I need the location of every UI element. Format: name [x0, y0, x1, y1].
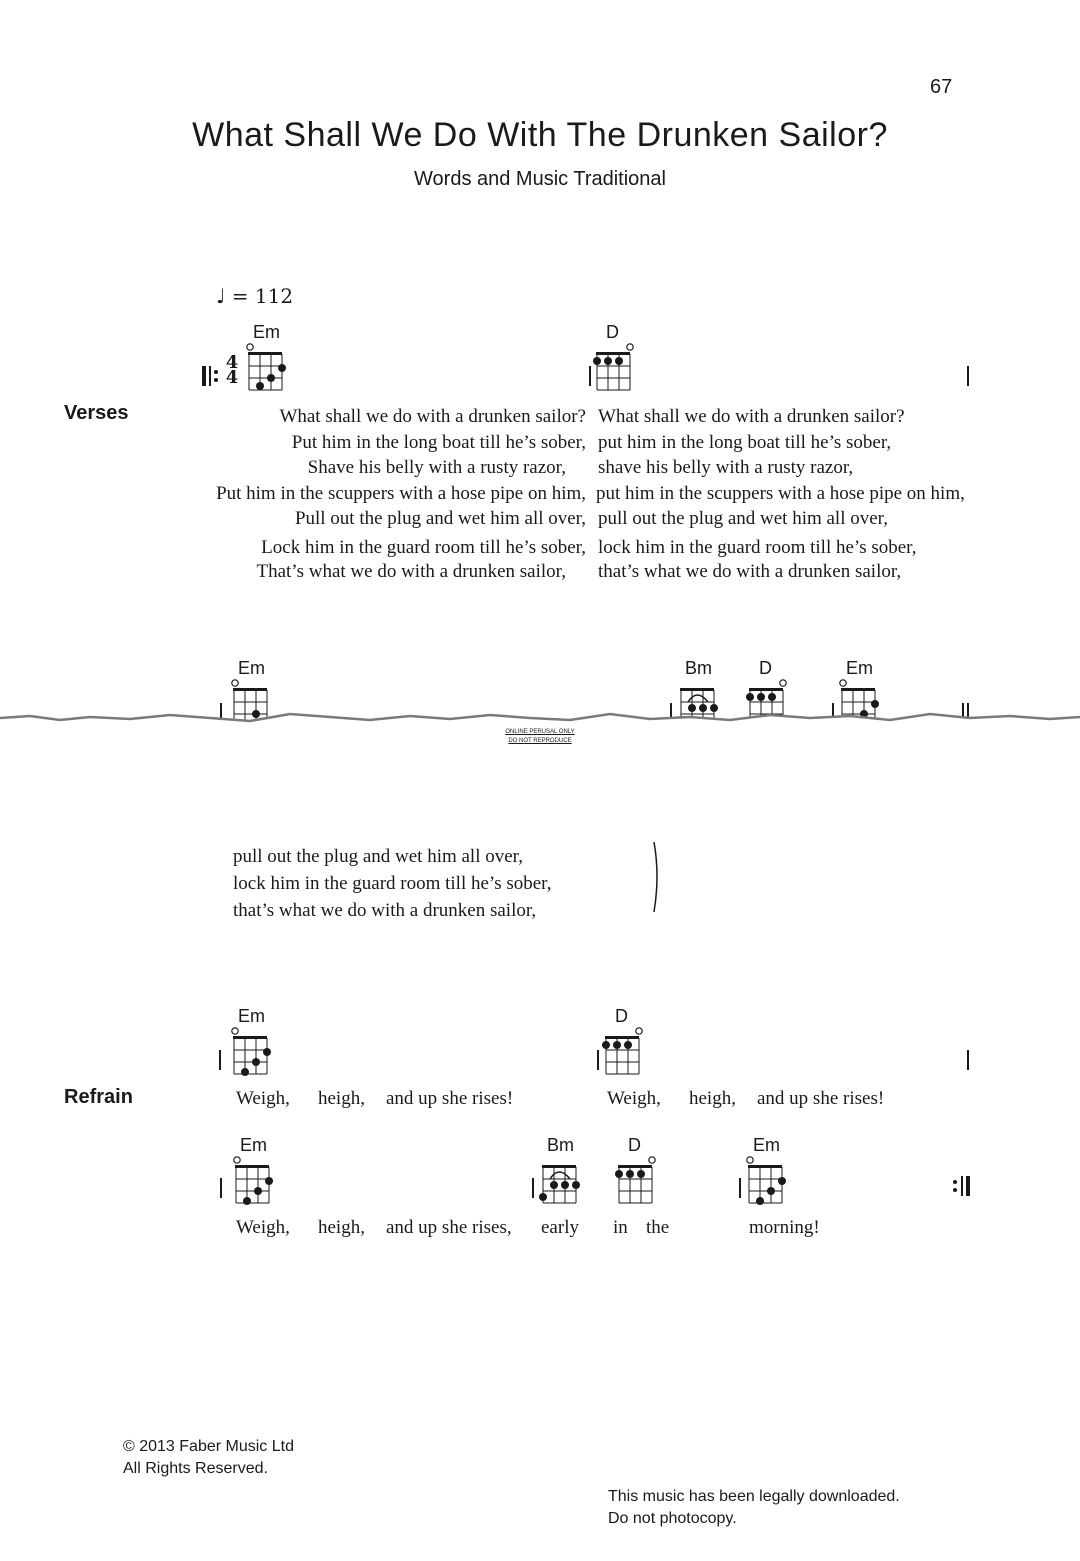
- refrain-word: the: [646, 1217, 670, 1238]
- chord-label-em: Em: [238, 658, 265, 678]
- verse-line: lock him in the guard room till he’s sober,: [598, 536, 917, 558]
- chord-label-d: D: [606, 322, 619, 342]
- verse-lyrics-continued: [233, 843, 552, 924]
- verse-line: put him in the long boat till he’s sober,: [598, 431, 892, 453]
- refrain-word: heigh,: [689, 1088, 736, 1109]
- verse-line: Put him in the long boat till he’s sober,: [291, 431, 586, 453]
- torn-paper-overlay: [0, 700, 1080, 820]
- barline: [220, 1178, 222, 1198]
- barline: [589, 366, 591, 386]
- verse-line: Shave his belly with a rusty razor,: [307, 457, 566, 479]
- refrain-word: and up she rises!: [757, 1088, 885, 1109]
- verse-line: Put him in the scuppers with a hose pipe on him,: [216, 482, 586, 504]
- refrain-word: heigh,: [318, 1088, 365, 1109]
- refrain-word: and up she rises!: [386, 1088, 514, 1109]
- verse-lyrics-left: [216, 404, 586, 584]
- refrain-word: and up she rises,: [386, 1217, 512, 1238]
- chord-diagram-d: [592, 342, 636, 394]
- refrain-word: heigh,: [318, 1217, 365, 1238]
- verse-lyrics-right: [598, 404, 965, 584]
- quarter-note-icon: ♩: [216, 284, 226, 308]
- chord-diagram-bm: [538, 1155, 582, 1207]
- chord-diagram-em: [229, 1026, 273, 1078]
- refrain-word: Weigh,: [236, 1217, 290, 1238]
- barline: [597, 1050, 599, 1070]
- copyright-block: [123, 1436, 294, 1480]
- verse-line: What shall we do with a drunken sailor?: [598, 406, 905, 427]
- chord-label-d: D: [759, 658, 772, 678]
- copyright-text: © 2013 Faber Music Ltd: [123, 1438, 294, 1455]
- song-title: What Shall We Do With The Drunken Sailor?: [192, 116, 888, 154]
- chord-label-em: Em: [753, 1135, 780, 1155]
- chord-label-em: Em: [846, 658, 873, 678]
- section-label-verses: Verses: [64, 402, 129, 424]
- refrain-word: Weigh,: [607, 1088, 661, 1109]
- verse-line: pull out the plug and wet him all over,: [233, 846, 523, 867]
- barline: [219, 1050, 221, 1070]
- refrain-word: early: [541, 1217, 579, 1238]
- chord-diagram-em: [231, 1155, 275, 1207]
- verse-line: that’s what we do with a drunken sailor,: [233, 900, 537, 921]
- verse-line: That’s what we do with a drunken sailor,: [256, 560, 566, 582]
- chord-label-bm: Bm: [685, 658, 712, 678]
- refrain-word: in: [613, 1217, 628, 1238]
- refrain-word: morning!: [749, 1217, 820, 1238]
- section-label-refrain: Refrain: [64, 1086, 133, 1108]
- perusal-notice: ONLINE PERUSAL ONLY DO NOT REPRODUCE: [505, 729, 575, 744]
- refrain-word: Weigh,: [236, 1088, 290, 1109]
- page-number: 67: [930, 76, 953, 98]
- download-notice-line: This music has been legally downloaded.: [608, 1488, 900, 1505]
- chord-diagram-em: [744, 1155, 788, 1207]
- tempo-value: = 112: [231, 284, 294, 308]
- verse-line: shave his belly with a rusty razor,: [598, 457, 854, 479]
- barline: [967, 1050, 969, 1070]
- chord-label-em: Em: [240, 1135, 267, 1155]
- verse-bracket: [650, 840, 664, 914]
- chord-label-bm: Bm: [547, 1135, 574, 1155]
- chord-diagram-d: [601, 1026, 645, 1078]
- barline: [532, 1178, 534, 1198]
- verse-line: Pull out the plug and wet him all over,: [294, 508, 586, 530]
- verse-line: that’s what we do with a drunken sailor,: [598, 560, 902, 582]
- chord-label-em: Em: [253, 322, 280, 342]
- song-credits: Words and Music Traditional: [414, 168, 666, 190]
- verse-line: Lock him in the guard room till he’s sober,: [261, 536, 586, 558]
- verse-line: pull out the plug and wet him all over,: [598, 508, 888, 530]
- chord-label-em: Em: [238, 1006, 265, 1026]
- barline: [739, 1178, 741, 1198]
- barline: [967, 366, 969, 386]
- chord-diagram-em: [244, 342, 288, 394]
- verse-line: What shall we do with a drunken sailor?: [279, 406, 586, 427]
- chord-label-d: D: [615, 1006, 628, 1026]
- chord-diagram-d: [614, 1155, 658, 1207]
- download-notice: [608, 1486, 900, 1530]
- tempo-marking: [216, 284, 293, 308]
- chord-label-d: D: [628, 1135, 641, 1155]
- verse-line: put him in the scuppers with a hose pipe on him,: [596, 482, 965, 504]
- verse-line: lock him in the guard room till he’s sober,: [233, 873, 552, 894]
- time-signature: 4 4: [225, 352, 239, 388]
- rights-text: All Rights Reserved.: [123, 1460, 268, 1477]
- download-notice-line: Do not photocopy.: [608, 1510, 737, 1527]
